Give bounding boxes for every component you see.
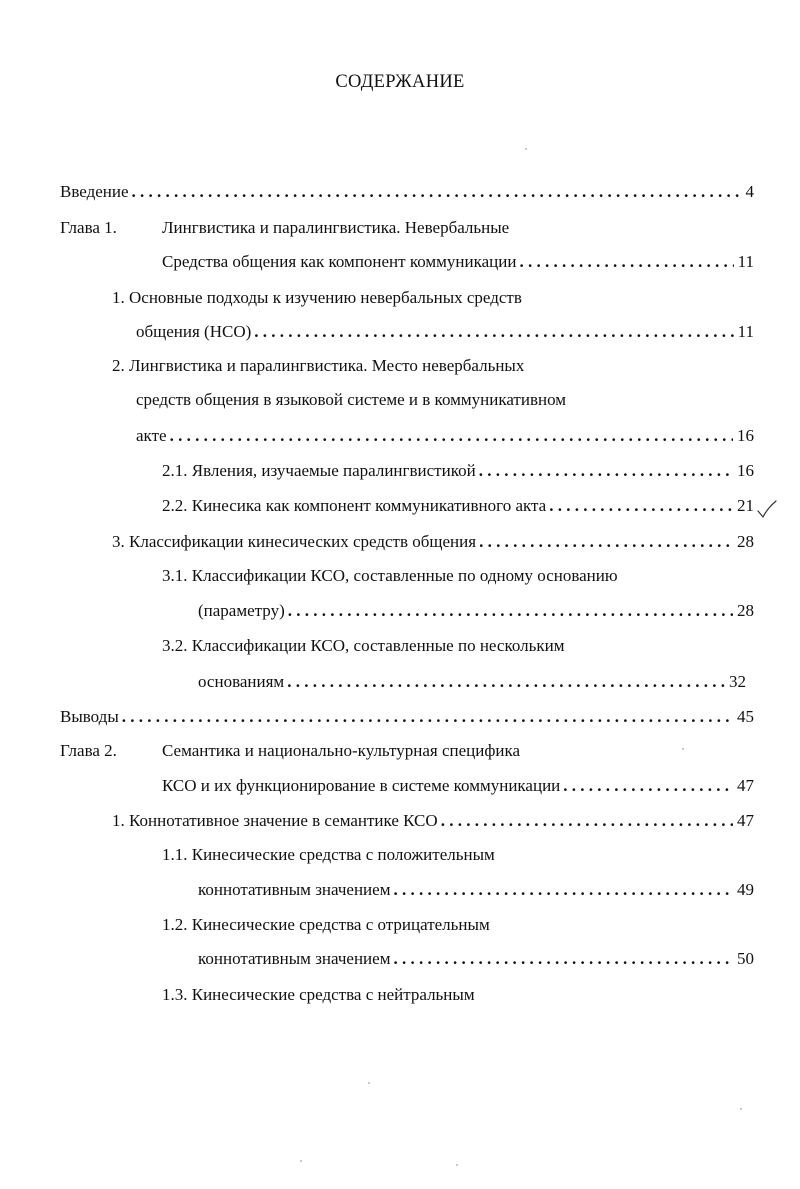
toc-entry-text: 3. Классификации кинесических средств общения xyxy=(112,532,477,551)
dot-leader xyxy=(132,180,742,204)
toc-entry xyxy=(136,388,756,412)
toc-page-number: 32 xyxy=(729,672,746,691)
scan-speck xyxy=(456,1164,458,1166)
toc-entry-text: 2.1. Явления, изучаемые паралингвистикой xyxy=(162,461,476,480)
dot-leader xyxy=(288,599,733,623)
toc-page-number: 4 xyxy=(745,182,754,201)
toc-entry xyxy=(162,250,754,274)
scan-speck xyxy=(300,1160,302,1162)
toc-entry-text: 1. Коннотативное значение в семантике КСО xyxy=(112,811,438,830)
toc-entry-text: средств общения в языковой системе и в коммуникативном xyxy=(136,390,567,409)
toc-entry xyxy=(60,180,754,204)
dot-leader xyxy=(479,459,733,483)
toc-entry xyxy=(162,494,754,518)
toc-entry xyxy=(162,843,762,867)
toc-page-number: 47 xyxy=(737,776,754,795)
dot-leader xyxy=(393,878,733,902)
toc-entry xyxy=(112,809,754,833)
toc-entry-text: 1.3. Кинесические средства с нейтральным xyxy=(162,985,475,1004)
toc-entry-text: общения (НСО) xyxy=(136,322,252,341)
toc-entry xyxy=(198,670,746,694)
toc-entry xyxy=(112,354,752,378)
toc-page-number: 21 xyxy=(737,496,754,515)
scan-speck xyxy=(740,1108,742,1110)
toc-entry xyxy=(162,564,762,588)
toc-page-number: 16 xyxy=(737,426,754,445)
dot-leader xyxy=(170,424,733,448)
toc-page-number: 11 xyxy=(737,252,754,271)
toc-entry xyxy=(136,424,754,448)
toc-page-number: 16 xyxy=(737,461,754,480)
toc-entry-text: Лингвистика и паралингвистика. Невербальные xyxy=(162,218,510,237)
toc-page-number: 28 xyxy=(737,532,754,551)
toc-entry xyxy=(162,913,762,937)
toc-entry xyxy=(162,983,762,1007)
toc-entry xyxy=(60,739,760,763)
toc-entry-text: (параметру) xyxy=(198,601,285,620)
checkmark-icon xyxy=(756,498,778,520)
dot-leader xyxy=(287,670,725,694)
toc-entry-text: Семантика и национально-культурная специфика xyxy=(162,741,520,760)
dot-leader xyxy=(441,809,733,833)
toc-entry xyxy=(112,286,752,310)
toc-entry xyxy=(136,320,754,344)
toc-entry-text: 1.1. Кинесические средства с положительным xyxy=(162,845,495,864)
toc-entry-text: коннотативным значением xyxy=(198,949,391,968)
toc-entry xyxy=(162,459,754,483)
scan-speck xyxy=(368,1082,370,1084)
toc-entry-text: 1. Основные подходы к изучению невербальных средств xyxy=(112,288,522,307)
toc-entry xyxy=(198,878,754,902)
toc-page-number: 47 xyxy=(737,811,754,830)
dot-leader xyxy=(122,705,733,729)
toc-entry-text: КСО и их функционирование в системе коммуникации xyxy=(162,776,561,795)
toc-entry-text: 1.2. Кинесические средства с отрицательным xyxy=(162,915,490,934)
toc-entry xyxy=(162,634,762,658)
toc-entry-text: Введение xyxy=(60,182,129,201)
toc-entry xyxy=(60,216,760,240)
toc-entry xyxy=(60,705,754,729)
dot-leader xyxy=(254,320,733,344)
chapter-label: Глава 1. xyxy=(60,218,117,237)
toc-entry-text: 3.1. Классификации КСО, составленные по одному основанию xyxy=(162,566,618,585)
toc-entry xyxy=(198,947,754,971)
scan-speck xyxy=(682,748,684,750)
chapter-label: Глава 2. xyxy=(60,741,117,760)
dot-leader xyxy=(549,494,733,518)
dot-leader xyxy=(393,947,733,971)
toc-entry xyxy=(162,774,754,798)
toc-entry xyxy=(198,599,754,623)
toc-entry-text: коннотативным значением xyxy=(198,880,391,899)
toc-page-number: 11 xyxy=(737,322,754,341)
scan-speck xyxy=(525,148,527,150)
dot-leader xyxy=(519,250,733,274)
page-title: СОДЕРЖАНИЕ xyxy=(335,72,465,92)
dot-leader xyxy=(479,530,733,554)
toc-page-number: 28 xyxy=(737,601,754,620)
toc-entry-text: основаниям xyxy=(198,672,285,691)
toc-entry-text: 3.2. Классификации КСО, составленные по нескольким xyxy=(162,636,565,655)
toc-entry-text: Средства общения как компонент коммуникации xyxy=(162,252,517,271)
toc-entry-text: 2. Лингвистика и паралингвистика. Место невербальных xyxy=(112,356,525,375)
toc-entry-text: акте xyxy=(136,426,167,445)
toc-page-number: 49 xyxy=(737,880,754,899)
toc-entry-text: Выводы xyxy=(60,707,119,726)
toc-page-number: 50 xyxy=(737,949,754,968)
toc-page-number: 45 xyxy=(737,707,754,726)
dot-leader xyxy=(563,774,733,798)
toc-entry-text: 2.2. Кинесика как компонент коммуникативного акта xyxy=(162,496,547,515)
toc-entry xyxy=(112,530,754,554)
